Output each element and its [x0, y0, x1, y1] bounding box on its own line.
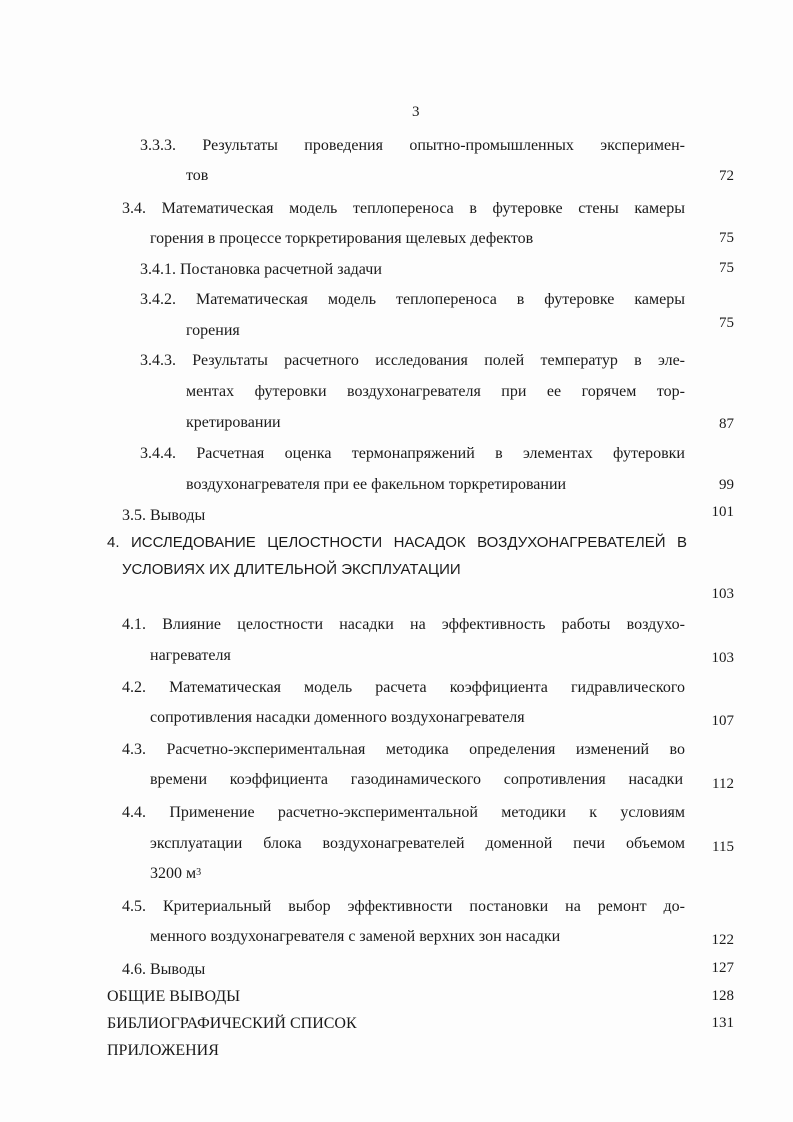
toc-entry-4-2-line-1: 4.2. Математическая модель расчета коэффициента гидравлического [122, 679, 685, 696]
toc-page-4-5: 122 [711, 932, 734, 948]
toc-bibliography: БИБЛИОГРАФИЧЕСКИЙ СПИСОК [107, 1015, 357, 1032]
toc-entry-4-3-line-1: 4.3. Расчетно-экспериментальная методика определения изменений во [122, 741, 685, 758]
toc-page-general-conclusions: 128 [711, 988, 734, 1004]
toc-page-4-1: 103 [711, 650, 734, 666]
toc-entry-3-4-2-line-1: 3.4.2. Математическая модель теплопереноса в футеровке камеры [140, 291, 685, 308]
toc-page-3-4-4: 99 [719, 477, 734, 493]
toc-entry-4-2-line-2: сопротивления насадки доменного воздухонагревателя [150, 709, 525, 726]
toc-entry-4-1-line-1: 4.1. Влияние целостности насадки на эффективность работы воздухо- [122, 616, 685, 633]
toc-entry-4-4-line-1: 4.4. Применение расчетно-экспериментальной методики к условиям [122, 804, 685, 821]
toc-page-4-2: 107 [711, 713, 734, 729]
toc-entry-4-3-line-2: времени коэффициента газодинамического сопротивления насадки [150, 771, 683, 788]
toc-general-conclusions: ОБЩИЕ ВЫВОДЫ [107, 988, 241, 1005]
toc-page-bibliography: 131 [711, 1015, 734, 1031]
toc-page-3-4-2: 75 [719, 315, 734, 331]
toc-entry-3-4-4-line-1: 3.4.4. Расчетная оценка термонапряжений в элементах футеровки [140, 445, 685, 462]
toc-entry-4-6-line-1: 4.6. Выводы [122, 961, 206, 978]
toc-page-3-4-1: 75 [719, 260, 734, 276]
toc-entry-3-4-4-line-2: воздухонагревателя при ее факельном торкретировании [186, 476, 567, 493]
toc-entry-3-4-line-2: горения в процессе торкретирования щелевых дефектов [150, 230, 534, 247]
toc-entry-3-4-3-line-3: кретировании [186, 414, 281, 431]
toc-entry-3-4-3-line-1: 3.4.3. Результаты расчетного исследования полей температур в эле- [140, 352, 685, 369]
toc-page-4-4: 115 [712, 839, 734, 855]
toc-entry-3-4-3-line-2: ментах футеровки воздухонагревателя при ее горячем тор- [186, 383, 685, 400]
toc-page-3-3-3: 72 [719, 168, 734, 184]
toc-entry-4-4-line-2: эксплуатации блока воздухонагревателей доменной печи объемом [150, 835, 685, 852]
page-number: 3 [412, 104, 420, 120]
toc-entry-3-4-line-1: 3.4. Математическая модель теплопереноса в футеровке стены камеры [122, 200, 685, 217]
toc-chapter-4-line-1: 4. ИССЛЕДОВАНИЕ ЦЕЛОСТНОСТИ НАСАДОК ВОЗДУХОНАГРЕВАТЕЛЕЙ В [107, 534, 687, 551]
toc-page-4-3: 112 [712, 776, 734, 792]
toc-page-4: 103 [711, 586, 734, 602]
toc-entry-3-4-2-line-2: горения [186, 322, 240, 339]
toc-entry-4-4-line-3-text: 3200 м [150, 865, 197, 882]
toc-entry-3-3-3-line-1: 3.3.3. Результаты проведения опытно-промышленных эксперимен- [140, 137, 685, 154]
toc-page-4-6: 127 [711, 960, 734, 976]
toc-entry-3-4-1-line-1: 3.4.1. Постановка расчетной задачи [140, 261, 382, 278]
toc-chapter-4-line-2: УСЛОВИЯХ ИХ ДЛИТЕЛЬНОЙ ЭКСПЛУАТАЦИИ [122, 561, 461, 578]
toc-entry-4-5-line-2: менного воздухонагревателя с заменой верхних зон насадки [150, 928, 561, 945]
toc-entry-4-1-line-2: нагревателя [150, 647, 231, 664]
toc-entry-4-5-line-1: 4.5. Критериальный выбор эффективности постановки на ремонт до- [122, 898, 685, 915]
toc-entry-3-5-line-1: 3.5. Выводы [122, 507, 206, 524]
toc-entry-3-3-3-line-2: тов [186, 167, 209, 184]
toc-page-3-4-3: 87 [719, 416, 734, 432]
toc-page-3-4: 75 [719, 230, 734, 246]
superscript-exponent: 3 [196, 867, 202, 878]
toc-page-3-5: 101 [711, 504, 734, 520]
toc-appendices: ПРИЛОЖЕНИЯ [107, 1042, 219, 1059]
toc-entry-4-4-line-3 [150, 864, 201, 884]
